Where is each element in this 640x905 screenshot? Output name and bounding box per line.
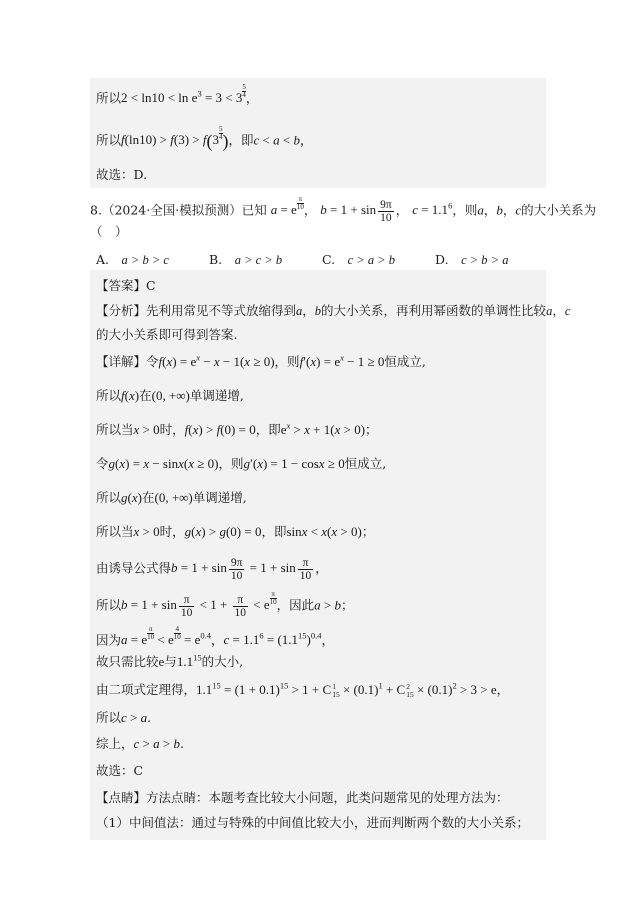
detail-line-3: 所以当x > 0时，f(x) > f(0) = 0，即$e^x > x + 1(x > 0)$； xyxy=(96,420,378,437)
question-8-options xyxy=(96,250,546,270)
detail-line-14: 故选：C xyxy=(96,763,144,778)
detail-line-9: 因为a = e $\frac{\pi}{10}$ < e $\frac{4}{10}$ = $e^{0.4}$，$c = 1.1^6 = (1.1^{15})^{0.4}$， xyxy=(96,625,335,648)
detail-line-13: 综上，c > a > b. xyxy=(96,736,184,751)
detail-line-5: 所以g(x)在(0, +∞)单调递增, xyxy=(96,490,247,505)
line-so-2: 所以f(ln10) > f(3) > f(3 $\frac{5}{4}$ )，即c < a < b， xyxy=(96,125,313,152)
detail-line-1: 【详解】令$f(x) = e^x - x - 1(x \ge 0)$，则$f'(x) = e^x - 1 \ge 0$恒成立, xyxy=(96,352,426,369)
comment-line-1: 【点睛】方法点睛：本题考查比较大小问题，此类问题常见的处理方法为： xyxy=(96,790,509,805)
option-a[interactable]: A. a > b > c xyxy=(96,252,169,267)
detail-line-4: 令g(x) = x − sinx(x ≥ 0)，则g′(x) = 1 − cosx ≥ 0恒成立, xyxy=(96,456,387,471)
analysis-line-1: 【分析】先利用常见不等式放缩得到a，b的大小关系，再利用幂函数的单调性比较a，c xyxy=(96,303,571,318)
detail-line-2: 所以f(x)在(0, +∞)单调递增, xyxy=(96,388,244,403)
option-d[interactable]: D. c > b > a xyxy=(435,252,509,267)
analysis-line-2: 的大小关系即可得到答案. xyxy=(96,327,238,342)
option-c[interactable]: C. c > a > b xyxy=(322,252,396,267)
line-choose-d: 故选：D. xyxy=(96,167,148,182)
question-8-stem: 8.（2024·全国·模拟预测）已知 a = e $\frac{\pi}{10}$ ， b = 1 + sin $\frac{9\pi}{10}$ ， $c = 1.1^6$，则a，b，c的大小关系为 xyxy=(90,195,597,224)
detail-line-11: 由二项式定理得，$1.1^{15} = (1 + 0.1)^{15} > 1 + C$ 1 15 × $(0.1)^1 + C$ 2 15 × $(0.1)^2 > 3 > e$， xyxy=(96,680,510,700)
detail-line-12: 所以c > a. xyxy=(96,710,152,725)
answer-line: 【答案】C xyxy=(96,278,156,293)
line-so-1: 所以$2 < \ln 10 < \ln e^3 = 3 < 3$ $\frac{5}{4}$ ， xyxy=(96,83,259,106)
detail-line-8: 所以b = 1 + sin $\frac{\pi}{10}$ < 1 + $\frac{\pi}{10}$ < e $\frac{\pi}{10}$ ，因此a > b； xyxy=(96,590,354,619)
detail-line-7: 由诱导公式得b = 1 + sin $\frac{9\pi}{10}$ = 1 + sin $\frac{\pi}{10}$ ， xyxy=(96,557,328,582)
detail-line-10: 故只需比较e与$1.1^{15}$的大小, xyxy=(96,652,244,669)
option-b[interactable]: B. a > c > b xyxy=(209,252,283,267)
question-8-paren: （ ） xyxy=(90,224,128,239)
detail-line-6: 所以当x > 0时，g(x) > g(0) = 0，即sinx < x(x > 0)； xyxy=(96,524,375,539)
comment-line-2: （1）中间值法：通过与特殊的中间值比较大小，进而判断两个数的大小关系； xyxy=(96,815,529,830)
